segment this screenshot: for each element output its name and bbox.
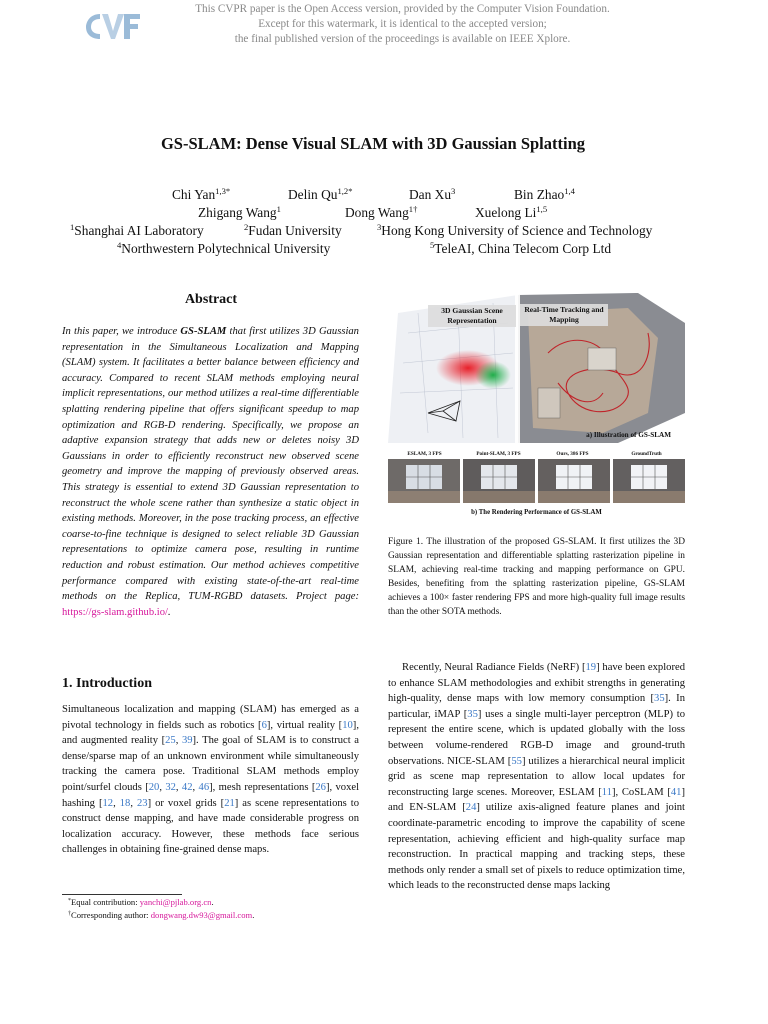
citation-link[interactable]: 20 bbox=[148, 781, 160, 793]
citation-link[interactable]: 18 bbox=[119, 797, 131, 809]
affiliation bbox=[70, 222, 204, 240]
render-image-groundtruth bbox=[613, 459, 685, 503]
author-name: Chi Yan bbox=[172, 187, 216, 202]
citation-link[interactable]: 35 bbox=[654, 693, 665, 705]
author bbox=[288, 186, 353, 204]
affiliation bbox=[377, 222, 652, 240]
author-sup: 1 bbox=[276, 204, 281, 214]
author-name: Bin Zhao bbox=[514, 187, 565, 202]
footnotes bbox=[68, 896, 254, 921]
citation-link[interactable]: 6 bbox=[261, 719, 267, 731]
paragraph-text: ] or voxel grids [ bbox=[147, 797, 225, 809]
author-name: Zhigang Wang bbox=[198, 205, 277, 220]
abstract-text: In this paper, we introduce bbox=[62, 326, 181, 337]
paragraph-text: ], voxel hashing [ bbox=[62, 781, 360, 809]
citation-link[interactable]: 41 bbox=[670, 786, 682, 798]
footnote-text: Corresponding author: bbox=[71, 909, 151, 920]
affiliation-name: Shanghai AI Laboratory bbox=[74, 223, 204, 238]
author-sup: 1† bbox=[408, 204, 418, 214]
footnote-end: . bbox=[211, 897, 214, 907]
email-link[interactable]: yanchi@pjlab.org.cn bbox=[139, 897, 212, 907]
affiliation bbox=[117, 240, 330, 258]
paragraph-text: , bbox=[159, 781, 166, 793]
paragraph-text: ], mesh representations [ bbox=[209, 781, 316, 793]
render-label-point-slam: Point-SLAM, 3 FPS bbox=[476, 451, 521, 457]
citation-link[interactable]: 26 bbox=[315, 781, 326, 793]
paragraph-text: ], CoSLAM [ bbox=[611, 786, 671, 798]
paragraph-text: ] utilize axis-aligned feature planes and joint coordinate-parametric encoding to improve the capability of scene representation, achieving efficient and high-quality surface map reconstruction. In practical mapping and tracking steps, these methods only render a small set of pixels to reduce optimization time, which leads to the reconstructed dense maps lacking bbox=[388, 802, 685, 892]
author-name: Delin Qu bbox=[288, 187, 338, 202]
citation-link[interactable]: 11 bbox=[601, 786, 612, 798]
email-link[interactable]: dongwang.dw93@gmail.com bbox=[150, 909, 253, 920]
footnote-rule bbox=[62, 894, 182, 895]
citation-link[interactable]: 42 bbox=[181, 781, 193, 793]
affiliation-name: Fudan University bbox=[248, 223, 342, 238]
author bbox=[172, 186, 230, 204]
affiliation-sup: 5 bbox=[430, 240, 435, 250]
watermark-line-3: the final published version of the proceedings is available on IEEE Xplore. bbox=[234, 33, 571, 45]
rendering-comparison-images bbox=[388, 459, 685, 503]
paragraph-text: ], and augmented reality [ bbox=[62, 719, 359, 747]
citation-link[interactable]: 10 bbox=[342, 719, 353, 731]
watermark bbox=[0, 2, 768, 47]
section-heading-introduction: 1. Introduction bbox=[62, 676, 152, 691]
author bbox=[409, 186, 455, 204]
abstract-text: that first utilizes 3D Gaussian representation in the Simultaneous Localization and Mapping (SLAM) system. It facilitates a better balance between efficiency and accuracy. Compared to recent SLAM methods employing neural implicit representations, our method utilizes a real-time differentiable splatting rendering pipeline that offers significant speedup to map optimization and RGB-D rendering. Specifically, we propose an adaptive expansion strategy that adds new or deletes noisy 3D Gaussians in order to efficiently reconstruct new observed scene geometry and improve the mapping of previously observed areas. This strategy is essential to extend 3D Gaussian representation to reconstruct the whole scene rather than synthesize a static object in existing methods. Moreover, in the pose tracking process, an effective coarse-to-fine technique is designed to select reliable 3D Gaussian representations to optimize camera pose, resulting in runtime reduction and robust estimation. Our method achieves competitive performance compared with existing state-of-the-art real-time methods on the Replica, TUM-RGBD datasets. Project page: bbox=[62, 326, 359, 603]
author bbox=[514, 186, 575, 204]
paragraph-text: ] utilizes a hierarchical neural implicit grid as scene map representation to allow local updates for reconstructing large scenes. Moreover, ESLAM [ bbox=[388, 755, 686, 798]
body-paragraph bbox=[388, 660, 685, 894]
paragraph-text: ] as scene representations to construct dense mapping, and have made considerable progress on localization accuracy. However, these methods face serious challenges in obtaining fine-grained dense maps. bbox=[62, 797, 360, 856]
affiliation bbox=[430, 240, 611, 258]
footnote-end: . bbox=[252, 909, 255, 920]
affiliation bbox=[244, 222, 342, 240]
author bbox=[345, 204, 417, 222]
footnote-text: Equal contribution: bbox=[71, 897, 140, 907]
citation-link[interactable]: 23 bbox=[136, 797, 148, 809]
paragraph-text: , bbox=[175, 735, 182, 747]
figure-1 bbox=[388, 293, 685, 525]
render-label-eslam: ESLAM, 3 FPS bbox=[407, 451, 442, 457]
citation-link[interactable]: 55 bbox=[511, 755, 522, 767]
method-name: GS-SLAM bbox=[180, 326, 227, 337]
affiliation-sup: 2 bbox=[244, 222, 249, 232]
project-page-link[interactable]: https://gs-slam.github.io/ bbox=[62, 606, 168, 618]
figure-label-tracking-mapping: Real-Time Tracking and Mapping bbox=[520, 304, 608, 326]
author bbox=[475, 204, 547, 222]
affiliation-sup: 3 bbox=[377, 222, 382, 232]
paragraph-text: , bbox=[130, 797, 137, 809]
paragraph-text: ], virtual reality [ bbox=[266, 719, 343, 731]
watermark-line-2: Except for this watermark, it is identical to the accepted version; bbox=[258, 18, 547, 30]
paragraph-text: Simultaneous localization and mapping (SLAM) has emerged as a pivotal technology in fields such as robotics [ bbox=[62, 704, 359, 731]
citation-link[interactable]: 19 bbox=[585, 662, 597, 673]
paragraph-text: ] have been explored to enhance SLAM methodologies and exhibit strengths in generating high-quality, dense maps with low memory consumption [ bbox=[388, 662, 685, 705]
render-image-point-slam bbox=[463, 459, 535, 503]
paper-title: GS-SLAM: Dense Visual SLAM with 3D Gaussian Splatting bbox=[160, 134, 586, 153]
abstract-body bbox=[62, 324, 359, 620]
citation-link[interactable]: 39 bbox=[181, 735, 193, 747]
citation-link[interactable]: 35 bbox=[467, 708, 478, 720]
citation-link[interactable]: 21 bbox=[224, 797, 235, 809]
paragraph-text: , bbox=[192, 781, 199, 793]
abstract-heading: Abstract bbox=[184, 292, 238, 307]
author-sup: 1,4 bbox=[564, 186, 575, 196]
author-name: Dan Xu bbox=[409, 187, 452, 202]
citation-link[interactable]: 24 bbox=[465, 802, 477, 814]
render-image-eslam bbox=[388, 459, 460, 503]
author-sup: 1,3* bbox=[215, 186, 231, 196]
render-image-ours bbox=[538, 459, 610, 503]
intro-paragraph bbox=[62, 702, 359, 858]
paragraph-text: , bbox=[113, 797, 120, 809]
author bbox=[198, 204, 281, 222]
affiliation-name: TeleAI, China Telecom Corp Ltd bbox=[434, 241, 612, 256]
footnote-mark: † bbox=[68, 910, 71, 917]
author-name: Dong Wang bbox=[345, 205, 409, 220]
citation-link[interactable]: 46 bbox=[198, 781, 210, 793]
author-sup: 1,5 bbox=[536, 204, 548, 214]
paragraph-text: Recently, Neural Radiance Fields (NeRF) [ bbox=[402, 662, 586, 673]
author-sup: 3 bbox=[451, 186, 456, 196]
affiliation-sup: 4 bbox=[117, 240, 122, 250]
paragraph-text: , bbox=[175, 781, 182, 793]
citation-link[interactable]: 25 bbox=[165, 735, 176, 747]
affiliation-sup: 1 bbox=[70, 222, 75, 232]
figure-1-caption: Figure 1. The illustration of the proposed GS-SLAM. It first utilizes the 3D Gaussian representation and differentiable splatting rasterization pipeline in SLAM, achieving real-time tracking and mapping performance on GPU. Besides, benefiting from the splatting rasterization pipeline, GS-SLAM achieves a 100× faster rendering FPS and more high-quality full image results than the other SOTA methods. bbox=[388, 537, 685, 618]
citation-link[interactable]: 12 bbox=[102, 797, 114, 809]
footnote-equal bbox=[68, 896, 254, 909]
figure-subcaption-b: b) The Rendering Performance of GS-SLAM bbox=[471, 509, 602, 516]
affiliation-name: Northwestern Polytechnical University bbox=[121, 241, 331, 256]
paragraph-text: ] and EN-SLAM [ bbox=[388, 786, 685, 814]
paragraph-text: ]. The goal of SLAM is to construct a dense/sparse map of an unknown environment while simultaneously tracking the camera pose. Traditional SLAM methods employ point/surfel clouds [ bbox=[62, 735, 359, 793]
author-sup: 1,2* bbox=[337, 186, 353, 196]
render-label-groundtruth: GroundTruth bbox=[631, 451, 662, 457]
paragraph-text: ] uses a single multi-layer perceptron (MLP) to represent the entire scene, which is updated globally with the loss between volume-rendered RGB-D image and ground-truth observations. NICE-SLAM [ bbox=[388, 708, 685, 767]
figure-subcaption-a: a) Illustration of GS-SLAM bbox=[586, 431, 671, 439]
footnote-corresponding bbox=[68, 909, 254, 922]
paragraph-text: ]. In particular, iMAP [ bbox=[388, 693, 685, 720]
watermark-line-1: This CVPR paper is the Open Access version, provided by the Computer Vision Foundation. bbox=[195, 3, 610, 15]
affiliation-name: Hong Kong University of Science and Technology bbox=[381, 223, 653, 238]
footnote-mark: * bbox=[68, 898, 71, 904]
citation-link[interactable]: 32 bbox=[165, 781, 176, 793]
author-name: Xuelong Li bbox=[475, 205, 537, 220]
render-label-ours: Ours, 386 FPS bbox=[556, 451, 589, 457]
figure-label-representation: 3D Gaussian Scene Representation bbox=[428, 305, 516, 327]
abstract-end: . bbox=[167, 606, 171, 618]
